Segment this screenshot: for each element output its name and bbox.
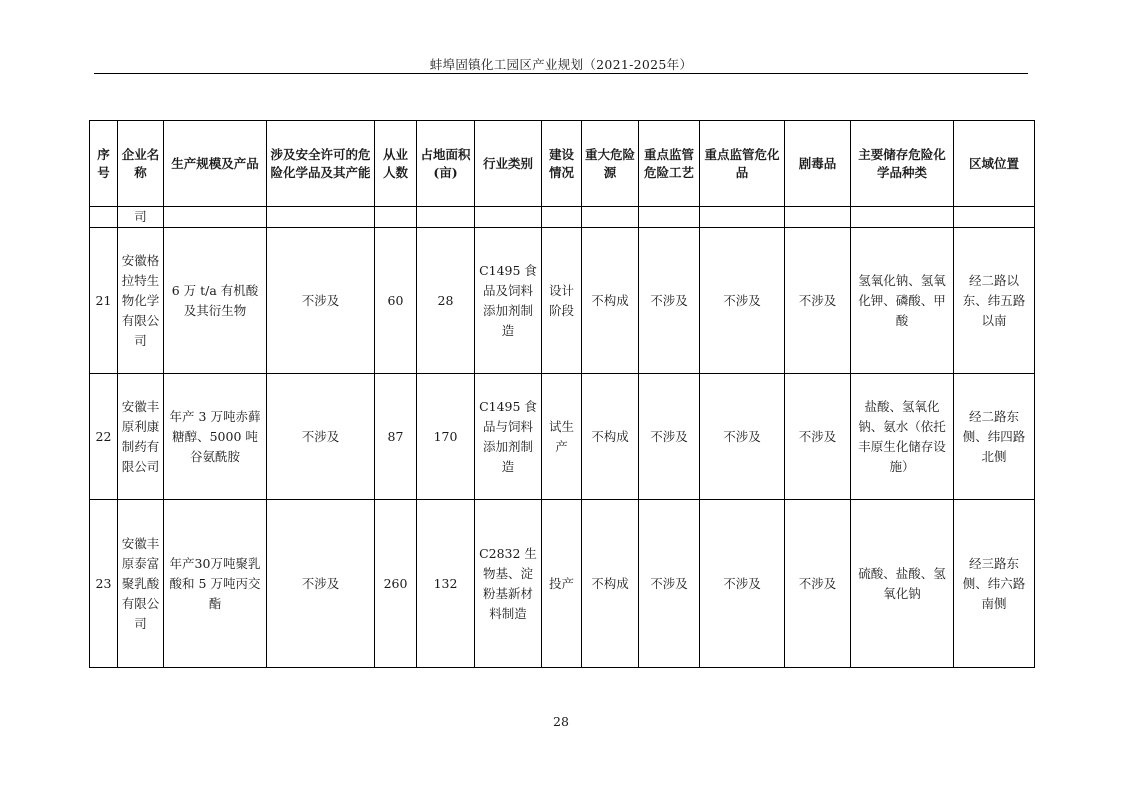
cell-process: 不涉及 bbox=[639, 228, 700, 374]
cell-industry bbox=[475, 207, 542, 228]
cell-toxic: 不涉及 bbox=[785, 500, 851, 668]
col-header-status: 建设情况 bbox=[542, 121, 582, 207]
col-header-supervised: 重点监管危化品 bbox=[700, 121, 785, 207]
cell-supervised: 不涉及 bbox=[700, 500, 785, 668]
cell-storage: 硫酸、盐酸、氢氧化钠 bbox=[851, 500, 954, 668]
cell-process: 不涉及 bbox=[639, 500, 700, 668]
cell-scale: 6 万 t/a 有机酸及其衍生物 bbox=[164, 228, 267, 374]
col-header-toxic: 剧毒品 bbox=[785, 121, 851, 207]
cell-status: 投产 bbox=[542, 500, 582, 668]
cell-hazard-source: 不构成 bbox=[582, 500, 639, 668]
cell-staff: 60 bbox=[375, 228, 417, 374]
table-row bbox=[90, 228, 1035, 374]
col-header-staff: 从业人数 bbox=[375, 121, 417, 207]
cell-license bbox=[267, 207, 375, 228]
table-header-row bbox=[90, 121, 1035, 207]
cell-toxic bbox=[785, 207, 851, 228]
cell-area: 132 bbox=[417, 500, 475, 668]
cell-license: 不涉及 bbox=[267, 374, 375, 500]
table-row bbox=[90, 374, 1035, 500]
cell-no: 21 bbox=[90, 228, 118, 374]
cell-hazard-source: 不构成 bbox=[582, 374, 639, 500]
cell-staff: 260 bbox=[375, 500, 417, 668]
cell-scale bbox=[164, 207, 267, 228]
cell-area: 28 bbox=[417, 228, 475, 374]
page-number: 28 bbox=[553, 714, 569, 729]
cell-storage bbox=[851, 207, 954, 228]
cell-scale: 年产30万吨聚乳酸和 5 万吨丙交酯 bbox=[164, 500, 267, 668]
page-header-title: 蚌埠固镇化工园区产业规划（2021-2025年） bbox=[429, 57, 693, 72]
table-row-continuation bbox=[90, 207, 1035, 228]
col-header-hazard-source: 重大危险源 bbox=[582, 121, 639, 207]
cell-process bbox=[639, 207, 700, 228]
cell-industry: C1495 食品与饲料添加剂制造 bbox=[475, 374, 542, 500]
cell-company: 司 bbox=[118, 207, 164, 228]
cell-company: 安徽格拉特生物化学有限公司 bbox=[118, 228, 164, 374]
cell-license: 不涉及 bbox=[267, 228, 375, 374]
cell-storage: 盐酸、氢氧化钠、氨水（依托丰原生化储存设施） bbox=[851, 374, 954, 500]
cell-industry: C2832 生物基、淀粉基新材料制造 bbox=[475, 500, 542, 668]
cell-no: 23 bbox=[90, 500, 118, 668]
cell-toxic: 不涉及 bbox=[785, 228, 851, 374]
col-header-location: 区域位置 bbox=[954, 121, 1035, 207]
cell-status: 设计阶段 bbox=[542, 228, 582, 374]
cell-location: 经二路以东、纬五路以南 bbox=[954, 228, 1035, 374]
table-row bbox=[90, 500, 1035, 668]
col-header-industry: 行业类别 bbox=[475, 121, 542, 207]
cell-location: 经二路东侧、纬四路北侧 bbox=[954, 374, 1035, 500]
cell-supervised bbox=[700, 207, 785, 228]
cell-status bbox=[542, 207, 582, 228]
cell-scale: 年产 3 万吨赤藓糖醇、5000 吨谷氨酰胺 bbox=[164, 374, 267, 500]
col-header-area: 占地面积(亩) bbox=[417, 121, 475, 207]
cell-no: 22 bbox=[90, 374, 118, 500]
col-header-license: 涉及安全许可的危险化学品及其产能 bbox=[267, 121, 375, 207]
cell-area: 170 bbox=[417, 374, 475, 500]
cell-industry: C1495 食品及饲料添加剂制造 bbox=[475, 228, 542, 374]
cell-company: 安徽丰原泰富聚乳酸有限公司 bbox=[118, 500, 164, 668]
cell-company: 安徽丰原利康制药有限公司 bbox=[118, 374, 164, 500]
enterprise-table bbox=[89, 120, 1035, 668]
cell-toxic: 不涉及 bbox=[785, 374, 851, 500]
cell-storage: 氢氧化钠、氢氧化钾、磷酸、甲酸 bbox=[851, 228, 954, 374]
cell-staff bbox=[375, 207, 417, 228]
cell-no bbox=[90, 207, 118, 228]
cell-supervised: 不涉及 bbox=[700, 228, 785, 374]
col-header-scale: 生产规模及产品 bbox=[164, 121, 267, 207]
cell-location: 经三路东侧、纬六路南侧 bbox=[954, 500, 1035, 668]
cell-process: 不涉及 bbox=[639, 374, 700, 500]
cell-staff: 87 bbox=[375, 374, 417, 500]
header-divider bbox=[94, 73, 1028, 74]
cell-status: 试生产 bbox=[542, 374, 582, 500]
col-header-company: 企业名称 bbox=[118, 121, 164, 207]
cell-license: 不涉及 bbox=[267, 500, 375, 668]
cell-supervised: 不涉及 bbox=[700, 374, 785, 500]
col-header-process: 重点监管危险工艺 bbox=[639, 121, 700, 207]
col-header-no: 序号 bbox=[90, 121, 118, 207]
cell-hazard-source bbox=[582, 207, 639, 228]
col-header-storage: 主要储存危险化学品种类 bbox=[851, 121, 954, 207]
cell-area bbox=[417, 207, 475, 228]
cell-hazard-source: 不构成 bbox=[582, 228, 639, 374]
cell-location bbox=[954, 207, 1035, 228]
